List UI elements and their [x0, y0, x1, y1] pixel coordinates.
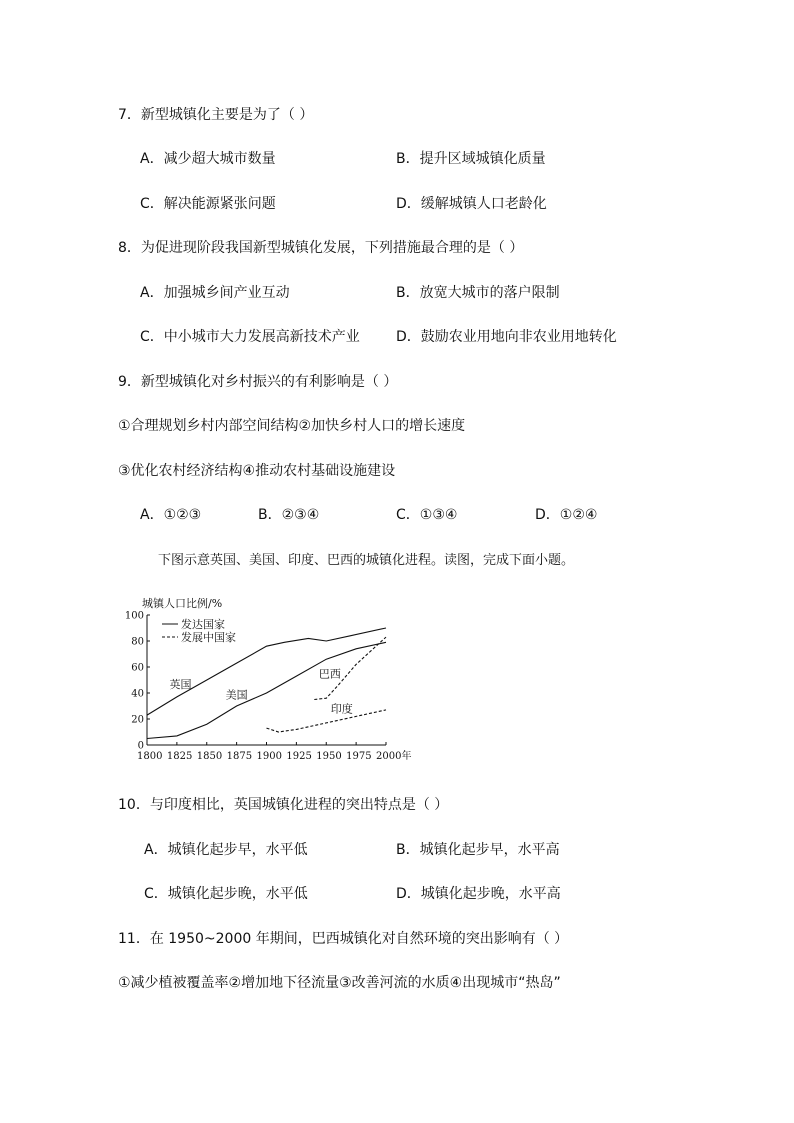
legend-label: 发达国家	[181, 618, 225, 631]
y-tick-label: 60	[131, 662, 144, 674]
q8-option-a: A．加强城乡间产业互动	[140, 285, 290, 301]
x-tick-label: 1925	[286, 751, 312, 762]
y-tick-label: 40	[131, 688, 144, 700]
q10-option-d: D．城镇化起步晚，水平高	[396, 886, 561, 902]
figure-intro: 下图示意英国、美国、印度、巴西的城镇化进程。读图，完成下面小题。	[158, 553, 575, 568]
q9-option-c: C．①③④	[396, 507, 458, 523]
y-tick-label: 0	[137, 740, 144, 752]
q9-statements-2: ③优化农村经济结构④推动农村基础设施建设	[118, 463, 396, 479]
q10-option-a: A．城镇化起步早，水平低	[144, 842, 308, 858]
series-line-3	[267, 710, 387, 732]
x-tick-label: 1975	[346, 751, 372, 762]
q8-option-d: D．鼓励农业用地向非农业用地转化	[396, 329, 617, 345]
q7-option-a: A．减少超大城市数量	[140, 151, 276, 167]
question-8-stem: 8．为促进现阶段我国新型城镇化发展，下列措施最合理的是（ ）	[118, 240, 524, 256]
q9-option-a: A．①②③	[140, 507, 202, 523]
question-10-stem: 10．与印度相比，英国城镇化进程的突出特点是（ ）	[118, 797, 449, 813]
series-label: 印度	[330, 702, 353, 716]
x-tick-label: 1950	[316, 751, 342, 762]
q10-option-c: C．城镇化起步晚，水平低	[144, 886, 308, 902]
q9-option-d: D．①②④	[535, 507, 598, 523]
x-tick-label: 1875	[226, 751, 253, 762]
q8-option-b: B．放宽大城市的落户限制	[396, 285, 560, 301]
y-tick-label: 80	[131, 636, 144, 648]
urbanization-chart	[124, 590, 412, 770]
y-axis-title: 城镇人口比例/%	[142, 597, 223, 610]
q7-option-d: D．缓解城镇人口老龄化	[396, 196, 547, 212]
q10-option-b: B．城镇化起步早，水平高	[396, 842, 560, 858]
q9-statements-1: ①合理规划乡村内部空间结构②加快乡村人口的增长速度	[118, 418, 466, 434]
q7-option-c: C．解决能源紧张问题	[140, 196, 276, 212]
question-11-stem: 11．在 1950~2000 年期间，巴西城镇化对自然环境的突出影响有（ ）	[118, 931, 569, 947]
x-tick-label: 1825	[166, 751, 193, 762]
legend-label: 发展中国家	[181, 631, 236, 644]
x-tick-label: 1850	[196, 751, 223, 762]
series-label: 英国	[169, 677, 192, 691]
question-9-stem: 9．新型城镇化对乡村振兴的有利影响是（ ）	[118, 374, 398, 390]
x-tick-label: 1900	[256, 751, 282, 762]
x-tick-label: 2000年	[376, 751, 412, 762]
q8-option-c: C．中小城市大力发展高新技术产业	[140, 329, 360, 345]
question-7-stem: 7．新型城镇化主要是为了（ ）	[118, 107, 314, 123]
series-label: 美国	[225, 688, 248, 702]
q11-statements: ①减少植被覆盖率②增加地下径流量③改善河流的水质④出现城市“热岛”	[118, 975, 561, 991]
q7-option-b: B．提升区域城镇化质量	[396, 151, 546, 167]
x-tick-label: 1800	[137, 751, 163, 762]
q9-option-b: B．②③④	[258, 507, 320, 523]
y-tick-label: 100	[124, 610, 144, 622]
y-tick-label: 20	[131, 714, 144, 726]
series-label: 巴西	[318, 667, 341, 681]
